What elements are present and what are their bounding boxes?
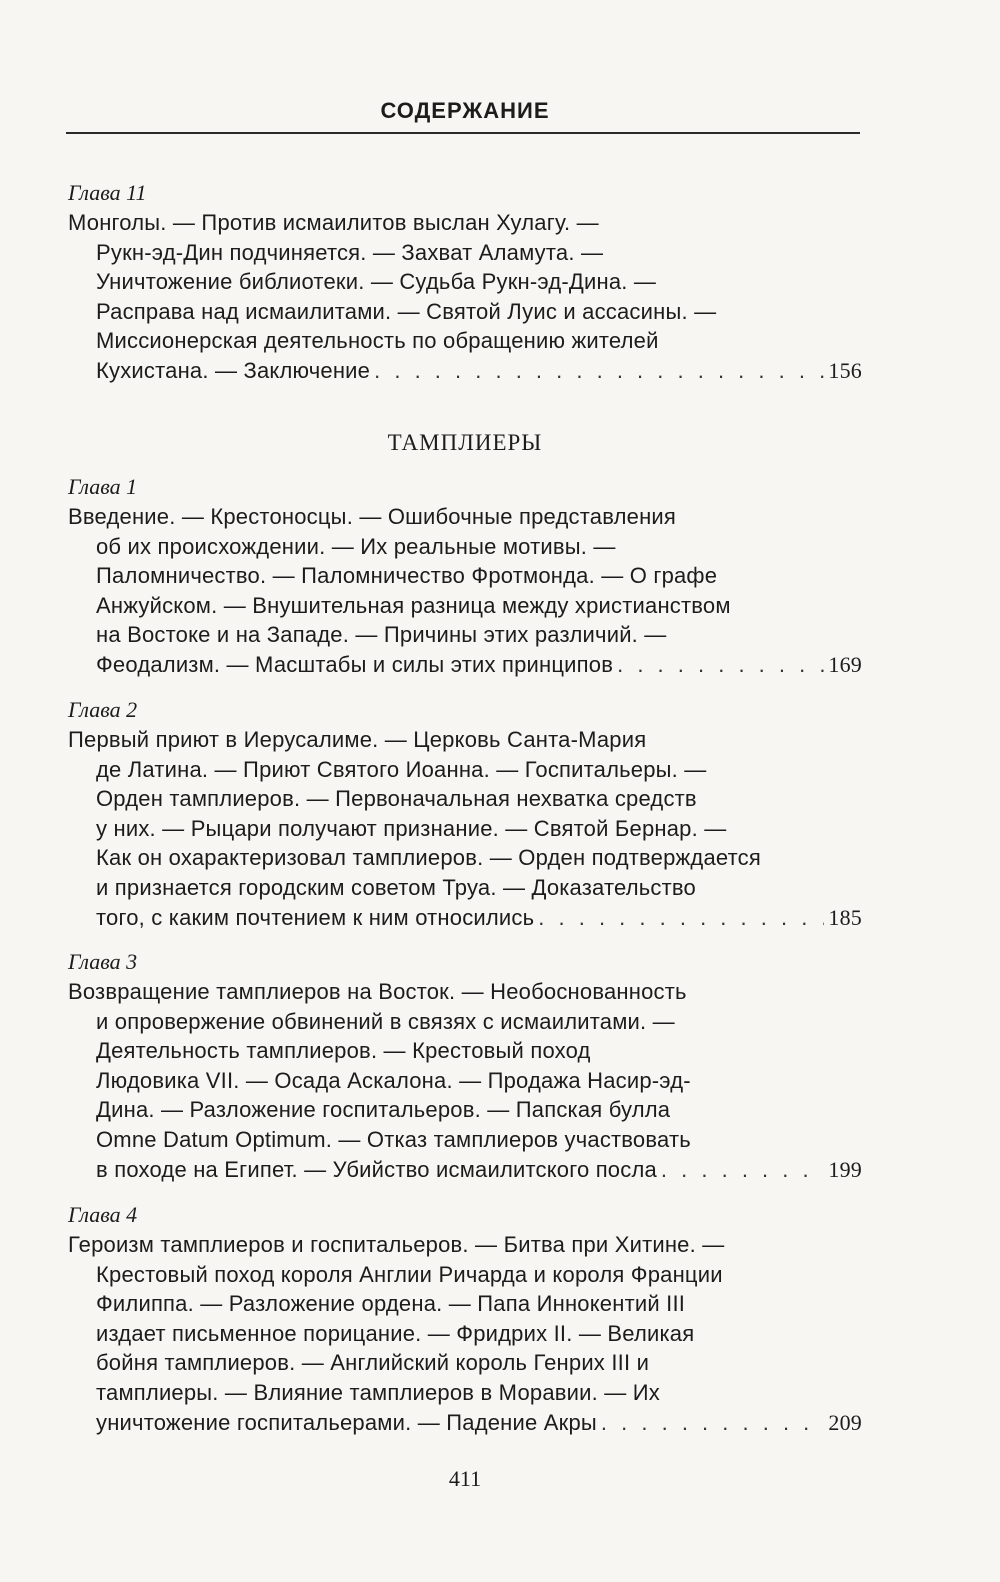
toc-line: на Востоке и на Западе. — Причины этих различий. —: [96, 622, 667, 648]
toc-line: Людовика VII. — Осада Аскалона. — Продажа Насир-эд-: [96, 1067, 691, 1093]
toc-line-with-page: [68, 903, 862, 933]
toc-line: Деятельность тамплиеров. — Крестовый поход: [96, 1038, 591, 1064]
toc-line: Филиппа. — Разложение ордена. — Папа Иннокентий III: [96, 1291, 686, 1317]
toc-line: Omne Datum Optimum. — Отказ тамплиеров участвовать: [96, 1126, 691, 1152]
toc-line: Дина. — Разложение госпитальеров. — Папская булла: [96, 1097, 671, 1123]
toc-line: Монголы. — Против исмаилитов выслан Хулагу. —: [68, 210, 599, 235]
toc-line: де Латина. — Приют Святого Иоанна. — Госпитальеры. —: [96, 756, 707, 782]
toc-line: бойня тамплиеров. — Английский король Генрих III и: [96, 1350, 650, 1376]
toc-line-with-page: [68, 356, 862, 386]
toc-line-text: уничтожение госпитальерами. — Падение Акры: [96, 1409, 597, 1435]
toc-line: Уничтожение библиотеки. — Судьба Рукн-эд-Дина. —: [96, 269, 657, 295]
toc-line: Орден тамплиеров. — Первоначальная нехватка средств: [96, 786, 697, 812]
toc-line: Как он охарактеризовал тамплиеров. — Орден подтверждается: [96, 845, 761, 871]
chapter-label: Глава 11: [68, 180, 147, 205]
dot-leader: [374, 356, 824, 386]
toc-entry-chapter-3: [68, 947, 862, 1184]
toc-line: Миссионерская деятельность по обращению жителей: [96, 328, 659, 354]
toc-line-text: Феодализм. — Масштабы и силы этих принципов: [96, 651, 614, 677]
toc-line: об их происхождении. — Их реальные мотивы. —: [96, 533, 616, 559]
dot-leader: [601, 1408, 824, 1438]
toc-line: Рукн-эд-Дин подчиняется. — Захват Аламута. —: [96, 239, 604, 265]
header-divider: [66, 132, 860, 134]
chapter-label: Глава 4: [68, 1202, 138, 1227]
toc-line-with-page: [68, 1155, 862, 1185]
toc-line-with-page: [68, 1408, 862, 1438]
toc-line: и опровержение обвинений в связях с исмаилитами. —: [96, 1008, 675, 1034]
toc-line-with-page: [68, 650, 862, 680]
toc-line: и признается городским советом Труа. — Доказательство: [96, 874, 696, 900]
toc-line: Возвращение тамплиеров на Восток. — Необоснованность: [68, 979, 687, 1004]
chapter-label: Глава 3: [68, 949, 138, 974]
page-number: 411: [448, 1466, 482, 1491]
toc-line-text: того, с каким почтением к ним относились: [96, 904, 535, 930]
chapter-label: Глава 1: [68, 474, 138, 499]
toc-line: Крестовый поход короля Англии Ричарда и короля Франции: [96, 1261, 723, 1287]
page-reference: 199: [828, 1156, 862, 1182]
chapter-label: Глава 2: [68, 697, 138, 722]
toc-line: Расправа над исмаилитами. — Святой Луис и ассасины. —: [96, 298, 717, 324]
toc-line: Первый приют в Иерусалиме. — Церковь Санта-Мария: [68, 727, 647, 752]
toc-entry-chapter-2: [68, 695, 862, 932]
toc-line: у них. — Рыцари получают признание. — Святой Бернар. —: [96, 815, 727, 841]
toc-line-text: в походе на Египет. — Убийство исмаилитского посла: [96, 1156, 657, 1182]
page-reference: 169: [828, 651, 862, 677]
toc-line: Героизм тамплиеров и госпитальеров. — Битва при Хитине. —: [68, 1232, 725, 1257]
toc-entry-chapter-11: [68, 178, 862, 386]
page-reference: 209: [828, 1409, 862, 1435]
dot-leader: [538, 903, 824, 933]
toc-line: Введение. — Крестоносцы. — Ошибочные представления: [68, 504, 677, 529]
toc-line: Анжуйском. — Внушительная разница между христианством: [96, 592, 731, 618]
page-reference: 156: [828, 357, 862, 383]
dot-leader: [661, 1155, 824, 1185]
toc-entry-chapter-4: [68, 1200, 862, 1437]
toc-line-text: Кухистана. — Заключение: [96, 357, 371, 383]
toc-line: Паломничество. — Паломничество Фротмонда. — О графе: [96, 563, 718, 589]
dot-leader: [617, 650, 824, 680]
toc-entry-chapter-1: [68, 472, 862, 680]
toc-line: тамплиеры. — Влияние тамплиеров в Моравии. — Их: [96, 1379, 660, 1405]
page-reference: 185: [828, 904, 862, 930]
toc-line: издает письменное порицание. — Фридрих II. — Великая: [96, 1320, 695, 1346]
page-title: СОДЕРЖАНИЕ: [380, 98, 550, 123]
section-title: ТАМПЛИЕРЫ: [387, 430, 543, 455]
